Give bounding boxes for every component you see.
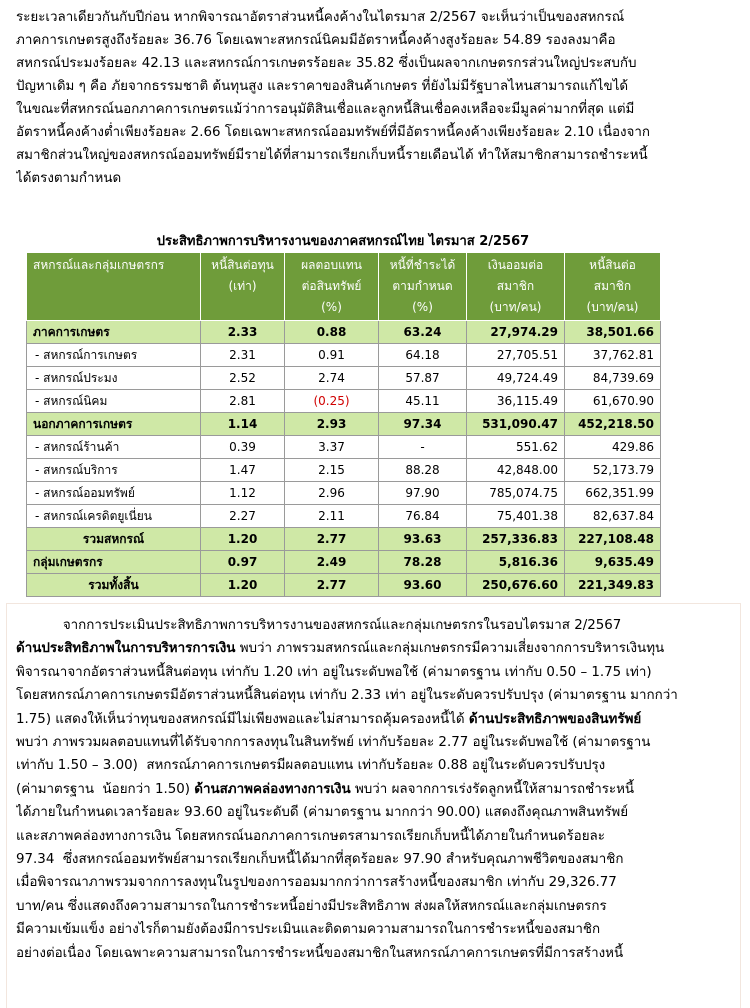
table-cell: 221,349.83 <box>565 574 661 597</box>
emphasis-heading: ด้านประสิทธิภาพในการบริหารการเงิน <box>16 641 236 657</box>
table-cell: 38,501.66 <box>565 321 661 344</box>
analysis-text: พบว่า ภาพรวมผลตอบแทนที่ได้รับจากการลงทุนในสินทรัพย์ เท่ากับร้อยละ 2.77 อยู่ในระดับพอใช้ (ค่ามาตรฐาน <box>16 735 651 751</box>
table-row <box>27 505 661 528</box>
analysis-text: 1.75) แสดงให้เห็นว่าทุนของสหกรณ์มีไม่เพียงพอและไม่สามารถคุ้มครองหนี้ได้ <box>16 711 469 727</box>
column-header <box>285 253 379 321</box>
column-header <box>27 253 201 321</box>
table-cell: 531,090.47 <box>467 413 565 436</box>
table-cell: 97.34 <box>379 413 467 436</box>
table-cell: 1.20 <box>201 574 285 597</box>
table-cell: 2.33 <box>201 321 285 344</box>
table-cell: 1.14 <box>201 413 285 436</box>
column-header-line: (%) <box>412 300 433 314</box>
row-label: - สหกรณ์ออมทรัพย์ <box>27 482 201 505</box>
column-header-line: สมาชิก <box>593 279 632 293</box>
emphasis-heading: ด้านประสิทธิภาพของสินทรัพย์ <box>468 711 642 727</box>
table-cell: 0.39 <box>201 436 285 459</box>
table-cell: 37,762.81 <box>565 344 661 367</box>
analysis-line <box>16 848 734 871</box>
analysis-text: เท่ากับ 1.50 – 3.00) สหกรณ์ภาคการเกษตรมีผลตอบแทน เท่ากับร้อยละ 0.88 อยู่ในระดับควรปรับปรุง <box>16 758 606 774</box>
table-cell: 45.11 <box>379 390 467 413</box>
table-cell: 88.28 <box>379 459 467 482</box>
table-cell: 84,739.69 <box>565 367 661 390</box>
table-cell: 257,336.83 <box>467 528 565 551</box>
table-cell: 93.63 <box>379 528 467 551</box>
analysis-line <box>16 895 734 918</box>
table-cell: 76.84 <box>379 505 467 528</box>
table-cell: 63.24 <box>379 321 467 344</box>
efficiency-table-section <box>26 232 660 597</box>
intro-line: สหกรณ์ประมงร้อยละ 42.13 และสหกรณ์การเกษตรร้อยละ 35.82 ซึ่งเป็นผลจากเกษตรกรส่วนใหญ่ประสบกับ <box>16 56 637 71</box>
table-cell: 2.93 <box>285 413 379 436</box>
column-header-line: ผลตอบแทน <box>301 258 362 272</box>
table-row <box>27 528 661 551</box>
table-row <box>27 482 661 505</box>
column-header <box>201 253 285 321</box>
intro-line: ภาคการเกษตรสูงถึงร้อยละ 36.76 โดยเฉพาะสหกรณ์นิคมมีอัตราหนี้คงค้างสูงร้อยละ 54.89 รองลงมาคือ <box>16 33 616 48</box>
table-cell: 27,705.51 <box>467 344 565 367</box>
table-cell: 57.87 <box>379 367 467 390</box>
table-cell: 64.18 <box>379 344 467 367</box>
analysis-line <box>16 918 734 941</box>
row-label: - สหกรณ์นิคม <box>27 390 201 413</box>
table-cell: 2.81 <box>201 390 285 413</box>
table-cell: 0.97 <box>201 551 285 574</box>
table-cell: 2.77 <box>285 528 379 551</box>
column-header-line: ตามกำหนด <box>392 279 453 293</box>
intro-line: ในขณะที่สหกรณ์นอกภาคการเกษตรแม้ว่าการอนุมัติสินเชื่อและลูกหนี้สินเชื่อคงเหลือจะมีมูลค่ามากที่สุด แต่มี <box>16 102 635 117</box>
table-cell: 2.11 <box>285 505 379 528</box>
table-row <box>27 436 661 459</box>
table-row <box>27 574 661 597</box>
analysis-line <box>16 754 734 777</box>
column-header-line: สมาชิก <box>496 279 535 293</box>
table-row <box>27 367 661 390</box>
table-cell: 2.74 <box>285 367 379 390</box>
analysis-line <box>16 731 734 754</box>
analysis-line <box>16 871 734 894</box>
table-cell: 452,218.50 <box>565 413 661 436</box>
table-cell: 9,635.49 <box>565 551 661 574</box>
table-cell: 78.28 <box>379 551 467 574</box>
analysis-text: 97.34 ซึ่งสหกรณ์ออมทรัพย์สามารถเรียกเก็บหนี้ได้มากที่สุดร้อยละ 97.90 สำหรับคุณภาพชีวิตของสมาชิก <box>16 852 624 868</box>
analysis-line <box>16 825 734 848</box>
table-cell: 0.88 <box>285 321 379 344</box>
table-row <box>27 459 661 482</box>
column-header-line: (เท่า) <box>228 279 257 293</box>
column-header-line: หนี้ที่ชำระได้ <box>389 258 456 272</box>
table-row <box>27 413 661 436</box>
table-cell: 429.86 <box>565 436 661 459</box>
column-header-line: (บาท/คน) <box>586 300 639 314</box>
analysis-text: โดยสหกรณ์ภาคการเกษตรมีอัตราส่วนหนี้สินต่อทุน เท่ากับ 2.33 เท่า อยู่ในระดับควรปรับปรุง (ค่ามาตรฐาน มากกว่า <box>16 688 678 704</box>
table-cell: 75,401.38 <box>467 505 565 528</box>
table-cell: 27,974.29 <box>467 321 565 344</box>
column-header-line: สหกรณ์และกลุ่มเกษตรกร <box>33 258 165 272</box>
table-cell: 2.15 <box>285 459 379 482</box>
table-cell: 2.31 <box>201 344 285 367</box>
table-cell: 0.91 <box>285 344 379 367</box>
analysis-text: เมื่อพิจารณาภาพรวมจากการลงทุนในรูปของการออมมากกว่าการสร้างหนี้ของสมาชิก เท่ากับ 29,326.77 <box>16 875 617 891</box>
row-label: กลุ่มเกษตรกร <box>27 551 201 574</box>
column-header <box>467 253 565 321</box>
table-cell: 250,676.60 <box>467 574 565 597</box>
table-cell: 52,173.79 <box>565 459 661 482</box>
row-label: ภาคการเกษตร <box>27 321 201 344</box>
table-cell: - <box>379 436 467 459</box>
table-cell: 785,074.75 <box>467 482 565 505</box>
column-header-line: (%) <box>321 300 342 314</box>
intro-line: ได้ตรงตามกำหนด <box>16 171 122 186</box>
table-row <box>27 344 661 367</box>
analysis-line <box>16 708 734 731</box>
table-cell: 97.90 <box>379 482 467 505</box>
analysis-line <box>16 801 734 824</box>
efficiency-table <box>26 252 661 597</box>
table-cell: 49,724.49 <box>467 367 565 390</box>
column-header-line: หนี้สินต่อทุน <box>211 258 274 272</box>
analysis-text: บาท/คน ซึ่งแสดงถึงความสามารถในการชำระหนี้อย่างมีประสิทธิภาพ ส่งผลให้สหกรณ์และกลุ่มเกษตรกร <box>16 898 607 914</box>
column-header-line: (บาท/คน) <box>489 300 542 314</box>
intro-paragraph <box>16 6 734 190</box>
table-cell: 61,670.90 <box>565 390 661 413</box>
table-cell: 5,816.36 <box>467 551 565 574</box>
intro-line: ปัญหาเดิม ๆ คือ ภัยจากธรรมชาติ ต้นทุนสูง และราคาของสินค้าเกษตร ที่ยังไม่มีรัฐบาลไหนสามารถแก้ไขได้ <box>16 79 629 94</box>
row-label: - สหกรณ์ร้านค้า <box>27 436 201 459</box>
table-row <box>27 321 661 344</box>
analysis-line <box>16 942 734 965</box>
table-row <box>27 551 661 574</box>
intro-line: สมาชิกส่วนใหญ่ของสหกรณ์ออมทรัพย์มีรายได้ที่สามารถเรียกเก็บหนี้รายเดือนได้ ทำให้สมาชิกสามารถชำระหนี้ <box>16 148 648 163</box>
table-cell: 1.20 <box>201 528 285 551</box>
analysis-paragraph <box>16 614 734 965</box>
analysis-text: ได้ภายในกำหนดเวลาร้อยละ 93.60 อยู่ในระดับดี (ค่ามาตรฐาน มากกว่า 90.00) แสดงถึงคุณภาพสินทรัพย์ <box>16 805 629 821</box>
analysis-text: มีความเข้มแข็ง อย่างไรก็ตามยังต้องมีการประเมินและติดตามความสามารถในการชำระหนี้ของสมาชิก <box>16 922 601 938</box>
analysis-line <box>16 684 734 707</box>
table-cell: 36,115.49 <box>467 390 565 413</box>
table-cell: (0.25) <box>285 390 379 413</box>
table-cell: 551.62 <box>467 436 565 459</box>
table-row <box>27 390 661 413</box>
table-cell: 2.52 <box>201 367 285 390</box>
analysis-line <box>16 637 734 660</box>
table-header-row <box>27 253 661 321</box>
analysis-line <box>16 778 734 801</box>
table-cell: 662,351.99 <box>565 482 661 505</box>
row-label: รวมสหกรณ์ <box>27 528 201 551</box>
analysis-text: จากการประเมินประสิทธิภาพการบริหารงานของสหกรณ์และกลุ่มเกษตรกรในรอบไตรมาส 2/2567 <box>16 618 622 633</box>
row-label: - สหกรณ์การเกษตร <box>27 344 201 367</box>
analysis-line <box>16 614 734 637</box>
table-cell: 82,637.84 <box>565 505 661 528</box>
table-cell: 2.96 <box>285 482 379 505</box>
table-cell: 1.47 <box>201 459 285 482</box>
intro-line: ระยะเวลาเดียวกันกับปีก่อน หากพิจารณาอัตราส่วนหนี้คงค้างในไตรมาส 2/2567 จะเห็นว่าเป็นของสหกรณ์ <box>16 10 625 25</box>
row-label: รวมทั้งสิ้น <box>27 574 201 597</box>
column-header-line: เงินออมต่อ <box>487 258 544 272</box>
intro-line: อัตราหนี้คงค้างต่ำเพียงร้อยละ 2.66 โดยเฉพาะสหกรณ์ออมทรัพย์ที่มีอัตราหนี้คงค้างเพียงร้อยละ 2.10 เนื่องจาก <box>16 125 651 140</box>
table-cell: 3.37 <box>285 436 379 459</box>
column-header <box>379 253 467 321</box>
analysis-text: และสภาพคล่องทางการเงิน โดยสหกรณ์นอกภาคการเกษตรสามารถเรียกเก็บหนี้ได้ภายในกำหนดร้อยละ <box>16 828 605 844</box>
column-header-line: หนี้สินต่อ <box>589 258 636 272</box>
analysis-text: (ค่ามาตรฐาน น้อยกว่า 1.50) <box>16 781 195 797</box>
table-title: ประสิทธิภาพการบริหารงานของภาคสหกรณ์ไทย ไตรมาส 2/2567 <box>156 234 530 249</box>
row-label: นอกภาคการเกษตร <box>27 413 201 436</box>
column-header-line: ต่อสินทรัพย์ <box>301 279 362 293</box>
row-label: - สหกรณ์บริการ <box>27 459 201 482</box>
analysis-line <box>16 661 734 684</box>
table-cell: 93.60 <box>379 574 467 597</box>
analysis-text: อย่างต่อเนื่อง โดยเฉพาะความสามารถในการชำระหนี้ของสมาชิกในสหกรณ์ภาคการเกษตรที่มีการสร้างหนี้ <box>16 945 624 961</box>
analysis-text: พบว่า ภาพรวมสหกรณ์และกลุ่มเกษตรกรมีความเสี่ยงจากการบริหารเงินทุน <box>235 641 665 657</box>
row-label: - สหกรณ์เครดิตยูเนี่ยน <box>27 505 201 528</box>
row-label: - สหกรณ์ประมง <box>27 367 201 390</box>
table-cell: 2.27 <box>201 505 285 528</box>
table-cell: 1.12 <box>201 482 285 505</box>
table-cell: 2.49 <box>285 551 379 574</box>
column-header <box>565 253 661 321</box>
analysis-text: พิจารณาจากอัตราส่วนหนี้สินต่อทุน เท่ากับ 1.20 เท่า อยู่ในระดับพอใช้ (ค่ามาตรฐาน เท่ากับ 0.50 – 1.75 เท่า) <box>16 664 652 680</box>
emphasis-heading: ด้านสภาพคล่องทางการเงิน <box>194 781 351 797</box>
table-cell: 2.77 <box>285 574 379 597</box>
table-cell: 227,108.48 <box>565 528 661 551</box>
analysis-text: พบว่า ผลจากการเร่งรัดลูกหนี้ให้สามารถชำระหนี้ <box>350 781 635 797</box>
table-cell: 42,848.00 <box>467 459 565 482</box>
